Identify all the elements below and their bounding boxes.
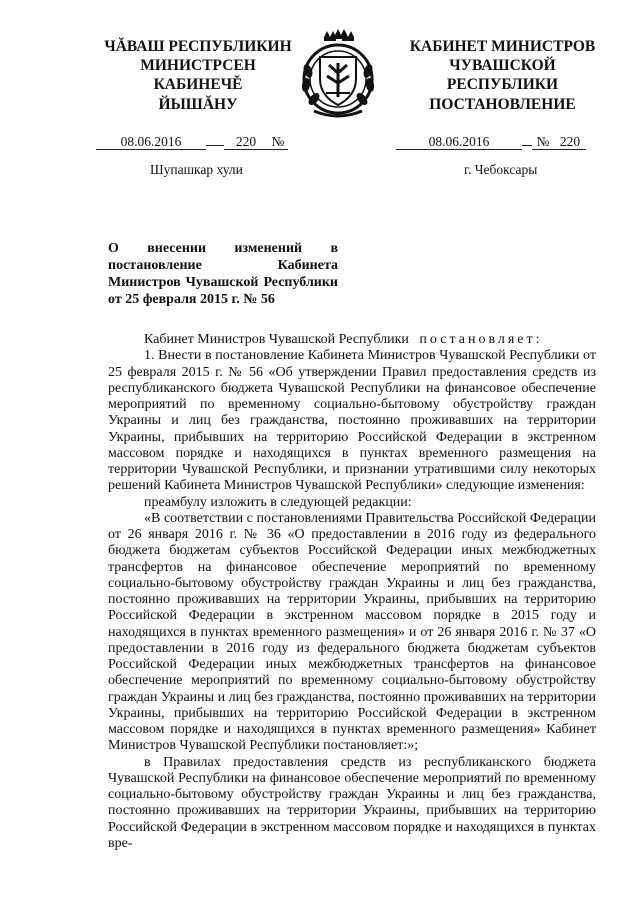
body-paragraph-2: преамбулу изложить в следующей редакции: — [144, 494, 412, 510]
intro-prefix: Кабинет Министров Чувашской Республики — [144, 332, 409, 347]
header-right-line1: КАБИНЕТ МИНИСТРОВ — [409, 38, 596, 55]
body-paragraph-1: 1. Внести в постановление Кабинета Министров Чувашской Республики от 25 февраля 2015 г. № 56 «Об утверждении Правил предоставления средств из республиканского бюджета Чувашской Республики на финансовое обеспечение мероприятий по временному социально-бытовому обустройству граждан Украины и лиц без гражданства, постоянно проживавших на территории Украины, прибывших на территорию Российской Федерации в экстренном массовом порядке и находящихся в пунктах временного размещения на территории Чувашской Республики, и признании утратившими силу некоторых решений Кабинета Министров Чувашской Республики» следующие изменения: — [108, 348, 596, 494]
left-number: 220 — [224, 134, 268, 150]
header-left-doctype: ЙЫШĂНУ — [158, 96, 238, 113]
document-title: О внесении изменений в постановление Кабинета Министров Чувашской Республики от 25 февраля 2015 г. № 56 — [108, 241, 338, 307]
header-left-line1: ЧĂВАШ РЕСПУБЛИКИН — [104, 38, 292, 55]
header-right-line2: ЧУВАШСКОЙ РЕСПУБЛИКИ — [446, 57, 559, 93]
intro-decides: постановляет: — [419, 332, 543, 347]
body-paragraph-4: в Правилах предоставления средств из республиканского бюджета Чувашской Республики на финансовое обеспечение мероприятий по временному социально-бытовому обустройству граждан Украины и лиц без гражданства, постоянно проживавших на территории Украины, прибывших на территорию Российской Федерации в экстренном массовом порядке и находящихся в пунктах вре- — [108, 754, 596, 851]
header-left-authority — [98, 37, 298, 94]
left-number-sign: № — [268, 134, 288, 150]
header-right-doctype: ПОСТАНОВЛЕНИЕ — [429, 96, 576, 113]
left-date-number-line — [96, 130, 288, 149]
right-place: г. Чебоксары — [464, 162, 538, 177]
chuvash-coat-of-arms-emblem-icon — [300, 27, 376, 119]
right-number-sign: № — [532, 134, 554, 150]
body-paragraph-3: «В соответствии с постановлениями Правительства Российской Федерации от 26 января 2016 г. № 36 «О предоставлении в 2016 году из федерального бюджета бюджетам субъектов Российской Федерации иных межбюджетных трансфертов на финансовое обеспечение мероприятий по временному социально-бытовому обустройству граждан Украины и лиц без гражданства, постоянно проживавших на территории Украины, прибывших на территорию Российской Федерации в экстренном массовом порядке в 2015 году и находящихся в пунктах временного размещения» и от 26 января 2016 г. № 37 «О предоставлении в 2016 году из федерального бюджета бюджетам субъектов Российской Федерации иных межбюджетных трансфертов на финансовое обеспечение мероприятий по временному социально-бытовому обустройству граждан Украины и лиц без гражданства, постоянно проживавших на территории Украины, прибывших на территорию Российской Федерации в экстренном массовом порядке и находящихся в пунктах временного размещения» Кабинет Министров Чувашской Республики постановляет:»; — [108, 510, 596, 754]
body-intro — [108, 332, 596, 348]
right-number: 220 — [554, 134, 586, 150]
left-date: 08.06.2016 — [96, 134, 206, 150]
header-right-authority — [395, 37, 610, 94]
header-left-line2: МИНИСТРСЕН КАБИНЕЧĚ — [140, 57, 256, 93]
right-date: 08.06.2016 — [396, 134, 522, 150]
right-date-number-line — [396, 130, 586, 149]
document-body — [108, 332, 596, 852]
left-place: Шупашкар хули — [150, 162, 243, 177]
